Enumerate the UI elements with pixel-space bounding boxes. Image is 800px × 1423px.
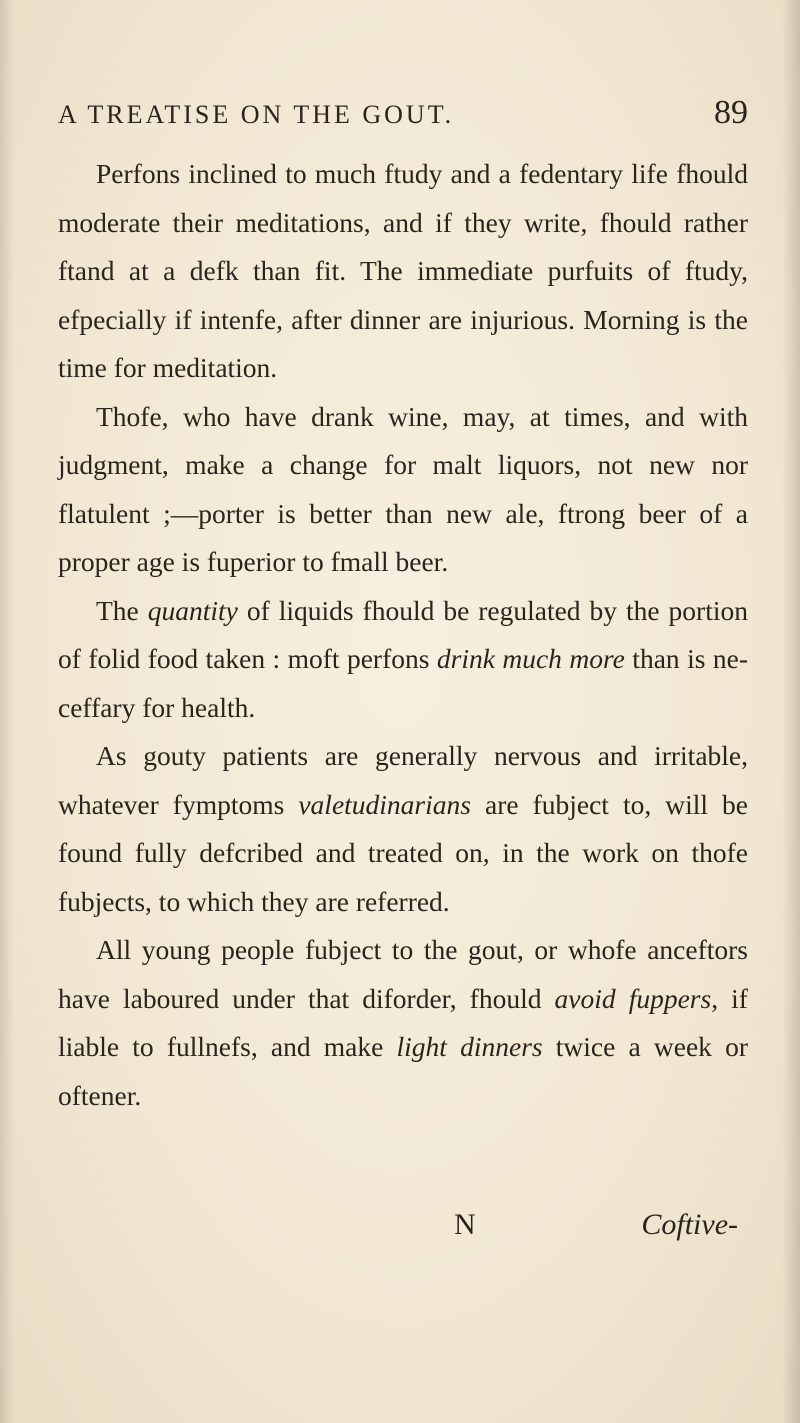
page-edge-shadow-left bbox=[0, 0, 14, 1423]
page-number: 89 bbox=[714, 94, 748, 131]
page-edge-shadow-right bbox=[782, 0, 800, 1423]
page-footer bbox=[58, 1208, 748, 1258]
paragraph-liquors bbox=[58, 393, 748, 587]
paragraph-study bbox=[58, 150, 748, 393]
paragraph-segment: are fubject to, will be found fully defcribed and treated on, in the work on thofe fubjects, to which they are referred. bbox=[58, 788, 748, 917]
paragraph-quantity bbox=[58, 587, 748, 733]
paragraph-segment: than is neceffary for health. bbox=[58, 643, 748, 723]
running-head: A TREATISE ON THE GOUT. bbox=[58, 100, 455, 129]
paragraph-segment: The bbox=[96, 594, 148, 626]
page-header bbox=[58, 94, 748, 140]
paragraph-segment: Perfons inclined to much ftudy and a fedentary life fhould moderate their meditations, and if they write, fhould rather ftand at a defk than fit. The immediate purfuits of ftudy, efpecially if intenfe, after dinner are injurious. Morning is the time for meditation. bbox=[58, 158, 748, 383]
catchword: Coftive- bbox=[641, 1208, 738, 1241]
body-text bbox=[58, 150, 748, 1120]
paragraph-segment: , if liable to fullnefs, and make bbox=[58, 982, 748, 1062]
paragraph-italic-segment: valetudinarians bbox=[298, 788, 471, 820]
paragraph-italic-segment: quantity bbox=[147, 594, 238, 626]
paragraph-segment: As gouty patients are generally nervous and irritable, whatever fymptoms bbox=[58, 740, 748, 820]
paragraph-italic-segment: light dinners bbox=[396, 1031, 543, 1062]
paragraph-italic-segment: drink much more bbox=[436, 643, 625, 674]
paragraph-segment: All young people fubject to the gout, or whofe anceftors have laboured under that diforder, fhould bbox=[58, 934, 748, 1014]
paragraph-segment: twice a week or oftener. bbox=[58, 1031, 749, 1111]
paragraph-nervous bbox=[58, 732, 748, 926]
paragraph-segment: of liquids fhould be regulated by the portion of folid food taken : moft perfons bbox=[58, 594, 748, 674]
signature-mark: N bbox=[454, 1208, 476, 1241]
paragraph-segment: Thofe, who have drank wine, may, at times, and with judgment, make a change for malt liquors, not new nor flatulent ;—porter is better than new ale, ftrong beer of a proper age is fuperior to fmall beer. bbox=[58, 400, 748, 577]
paragraph-italic-segment: avoid fuppers bbox=[554, 982, 712, 1014]
paragraph-young-people bbox=[58, 926, 748, 1120]
